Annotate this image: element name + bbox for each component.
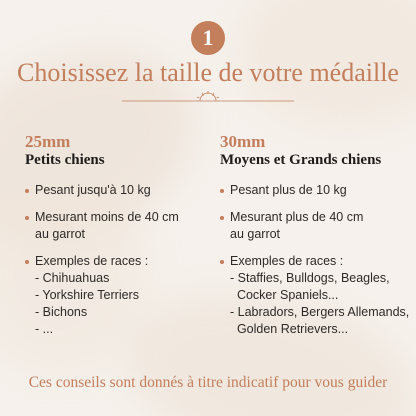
dog-category: Moyens et Grands chiens [220, 152, 382, 168]
page-title: Choisissez la taille de votre médaille [17, 58, 399, 87]
bullet-dot-icon [25, 189, 29, 193]
list-item: Pesant jusqu'à 10 kg [25, 182, 205, 199]
bullet-dot-icon [220, 189, 224, 193]
size-label: 30mm [220, 132, 266, 151]
list-item: Exemples de races : - Chihuahuas - Yorkshire Terriers - Bichons - ... [25, 253, 205, 338]
bullet-dot-icon [25, 260, 29, 264]
dog-category: Petits chiens [25, 152, 105, 168]
footer-note: Ces conseils sont donnés à titre indicatif pour vous guider [28, 374, 388, 391]
step-badge: 1 [191, 21, 225, 55]
list-item: Mesurant moins de 40 cm au garrot [25, 209, 205, 243]
list-item: Exemples de races : - Staffies, Bulldogs, Beagles, Cocker Spaniels... - Labradors, Bergers Allemands, Golden Retrievers... [220, 253, 410, 338]
list-item: Pesant plus de 10 kg [220, 182, 410, 199]
column-large [220, 133, 410, 338]
list-item: Mesurant plus de 40 cm au garrot [220, 209, 410, 243]
sun-divider-icon [122, 91, 294, 105]
bullet-dot-icon [25, 216, 29, 220]
size-label: 25mm [25, 132, 71, 151]
bullet-dot-icon [220, 260, 224, 264]
bullet-dot-icon [220, 216, 224, 220]
column-small [25, 133, 205, 338]
